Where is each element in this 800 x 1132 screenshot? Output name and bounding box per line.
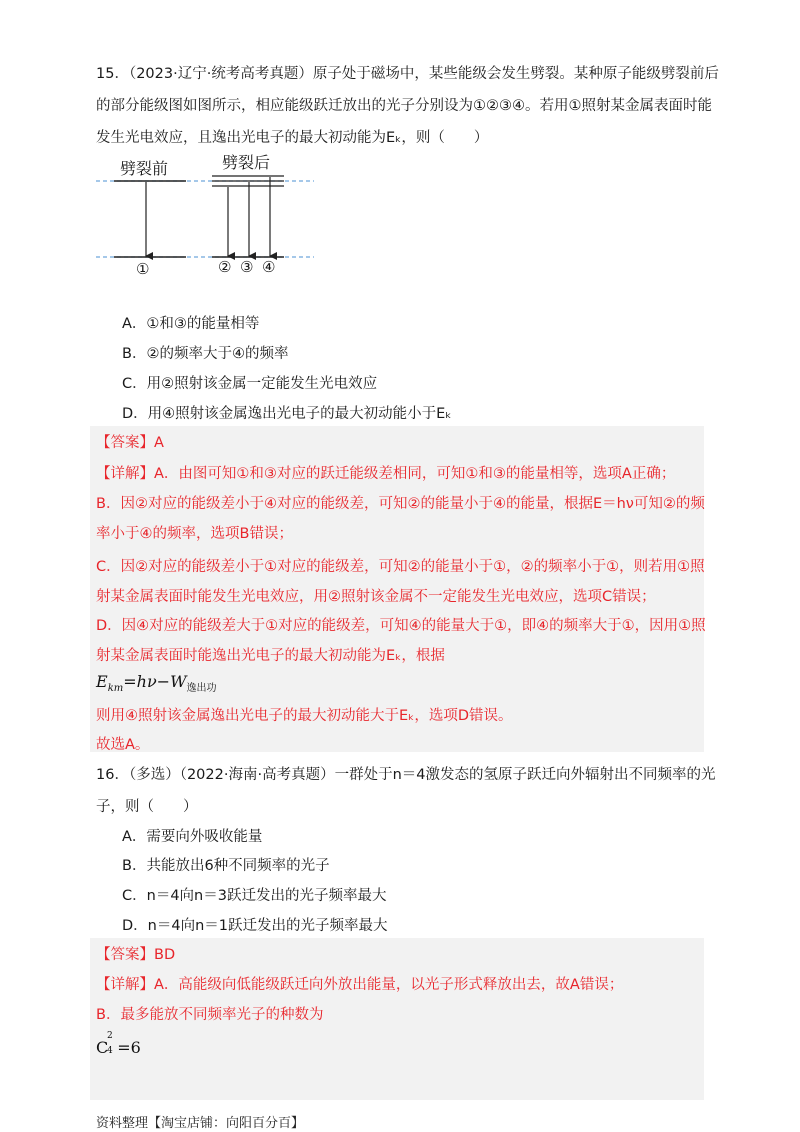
label-after-split: 劈裂后 bbox=[222, 153, 271, 172]
q16-stem-line-2: 子，则（ ） bbox=[96, 799, 198, 815]
q15-explain-line-4: C．因②对应的能级差小于①对应的能级差，可知②的能量小于①，②的频率小于①，则若用①照 bbox=[96, 559, 705, 575]
q15-stem-line-3: 发生光电效应，且逸出光电子的最大初动能为Eₖ，则（ ） bbox=[96, 130, 489, 146]
q16-answer: 【答案】BD bbox=[96, 947, 176, 963]
combination-formula bbox=[96, 1031, 141, 1057]
q15-explain-line-6: D．因④对应的能级差大于①对应的能级差，可知④的能量大于①，即④的频率大于①，因用①照 bbox=[96, 618, 706, 634]
q15-option-c: C．用②照射该金属一定能发生光电效应 bbox=[122, 376, 378, 392]
q15-explain-line-2: B．因②对应的能级差小于④对应的能级差，可知②的能量小于④的能量，根据E＝hν可知②的频 bbox=[96, 496, 705, 512]
q15-answer: 【答案】A bbox=[96, 435, 164, 451]
q16-option-b: B．共能放出6种不同频率的光子 bbox=[122, 858, 330, 874]
q15-option-d: D．用④照射该金属逸出光电子的最大初动能小于Eₖ bbox=[122, 406, 452, 422]
q16-explain-line-1: 【详解】A．高能级向低能级跃迁向外放出能量，以光子形式释放出去，故A错误； bbox=[96, 977, 624, 993]
comb-sup: 2 bbox=[107, 1031, 113, 1041]
label-photon-1: ① bbox=[136, 260, 150, 278]
formula-sub-km: km bbox=[107, 683, 124, 694]
q16-option-d: D．n＝4向n＝1跃迁发出的光子频率最大 bbox=[122, 918, 388, 934]
q15-option-b: B．②的频率大于④的频率 bbox=[122, 346, 289, 362]
q15-explain-end-1: 则用④照射该金属逸出光电子的最大初动能大于Eₖ，选项D错误。 bbox=[96, 708, 513, 724]
comb-c: C bbox=[96, 1038, 109, 1057]
formula-rest: =hν−W bbox=[123, 672, 187, 691]
comb-rest: =6 bbox=[117, 1038, 141, 1057]
label-photon-3: ③ bbox=[240, 258, 254, 276]
page-footer: 资料整理【淘宝店铺：向阳百分百】 bbox=[96, 1116, 305, 1131]
q16-stem-line-1: 16．（多选）（2022·海南·高考真题）一群处于n＝4激发态的氢原子跃迁向外辐射出不同频率的光 bbox=[96, 767, 716, 783]
photoelectric-formula bbox=[96, 672, 217, 694]
comb-sub: 4 bbox=[107, 1046, 113, 1056]
q16-explain-line-2: B．最多能放不同频率光子的种数为 bbox=[96, 1007, 324, 1023]
q15-stem-line-1: 15．（2023·辽宁·统考高考真题）原子处于磁场中，某些能级会发生劈裂。某种原子能级劈裂前后 bbox=[96, 66, 719, 82]
q15-explain-end-2: 故选A。 bbox=[96, 737, 150, 753]
q16-option-c: C．n＝4向n＝3跃迁发出的光子频率最大 bbox=[122, 888, 387, 904]
q15-stem-line-2: 的部分能级图如图所示，相应能级跃迁放出的光子分别设为①②③④。若用①照射某金属表面时能 bbox=[96, 98, 712, 114]
q16-option-a: A．需要向外吸收能量 bbox=[122, 829, 263, 845]
q15-explain-line-5: 射某金属表面时能发生光电效应，用②照射该金属不一定能发生光电效应，选项C错误； bbox=[96, 589, 656, 605]
q15-explain-line-1: 【详解】A．由图可知①和③对应的跃迁能级差相同，可知①和③的能量相等，选项A正确； bbox=[96, 466, 676, 482]
q15-explain-line-7: 射某金属表面时能逸出光电子的最大初动能为Eₖ，根据 bbox=[96, 648, 445, 664]
formula-sub-work: 逸出功 bbox=[186, 683, 217, 694]
label-photon-2: ② bbox=[218, 258, 232, 276]
q15-option-a: A．①和③的能量相等 bbox=[122, 316, 260, 332]
formula-e: E bbox=[96, 672, 108, 691]
q15-explain-line-3: 率小于④的频率，选项B错误； bbox=[96, 526, 293, 542]
label-photon-4: ④ bbox=[262, 258, 276, 276]
label-before-split: 劈裂前 bbox=[120, 159, 169, 178]
